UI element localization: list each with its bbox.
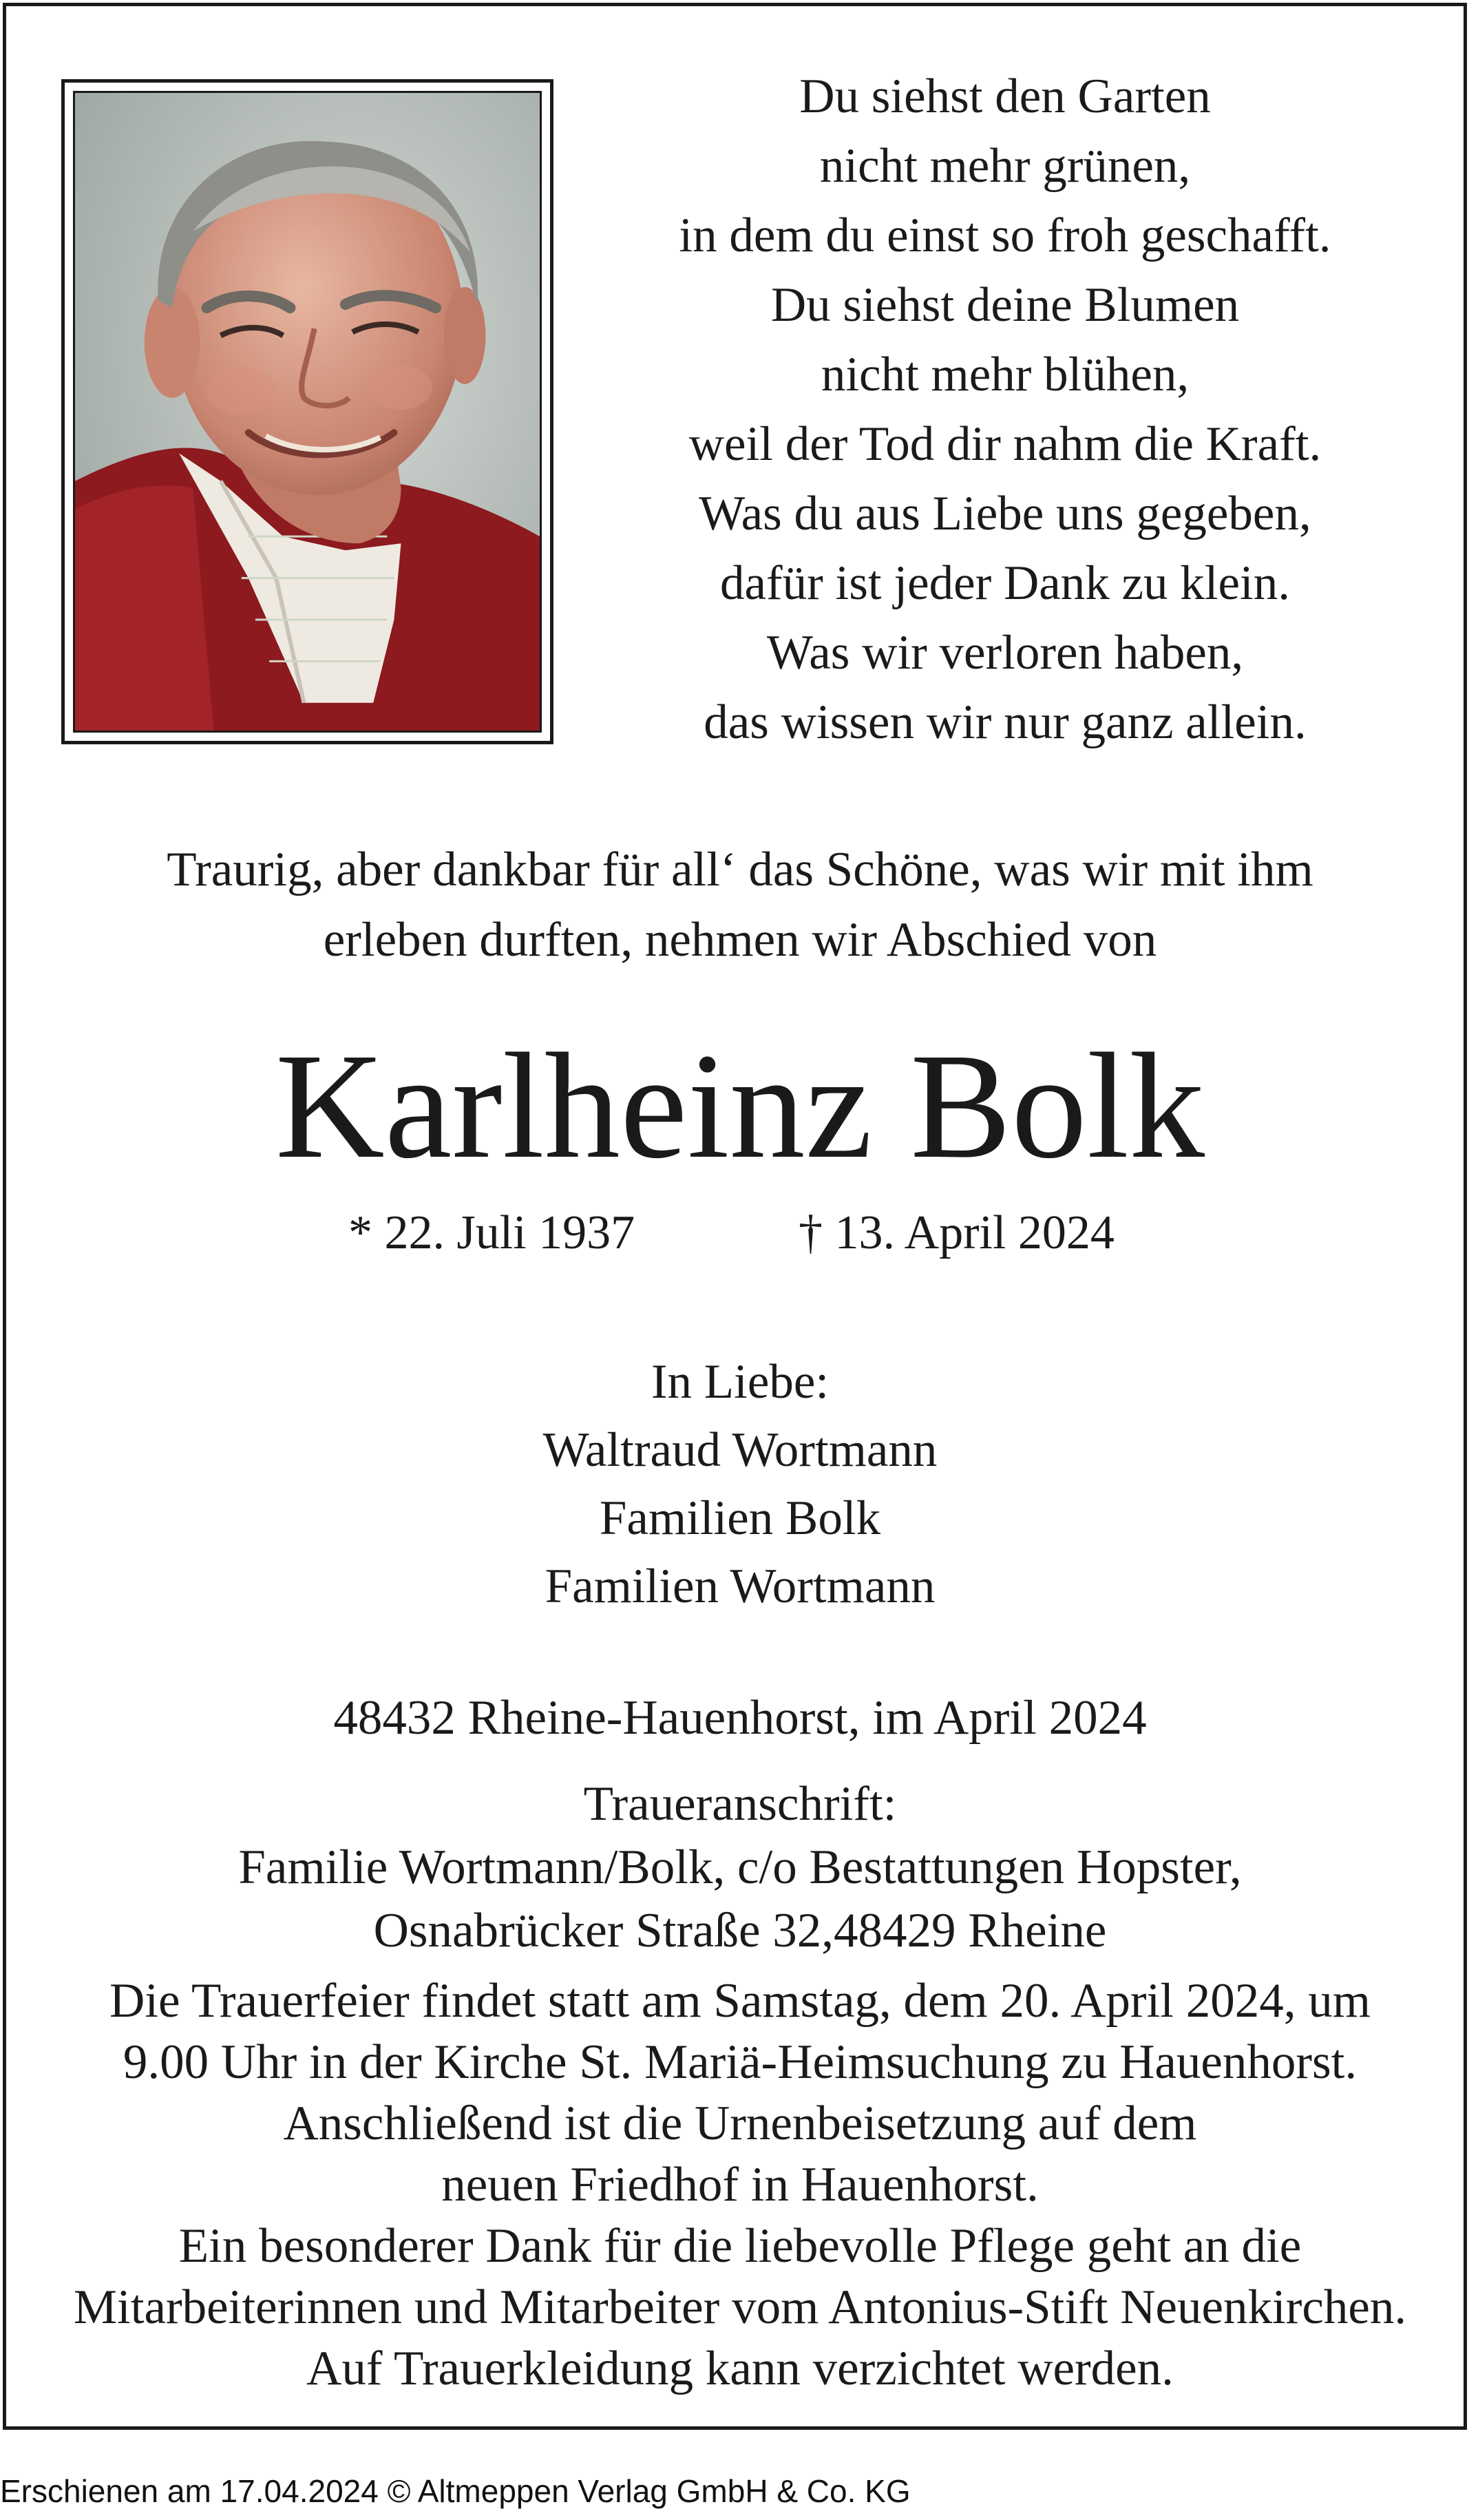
publication-footer: Erschienen am 17.04.2024 © Altmeppen Verlag GmbH & Co. KG — [0, 2473, 911, 2509]
portrait-frame — [61, 79, 553, 744]
death-date: † 13. April 2024 — [799, 1206, 1115, 1259]
ceremony-line: neuen Friedhof in Hauenhorst. — [441, 2158, 1039, 2212]
place-date — [28, 1687, 1453, 1749]
address-line: Osnabrücker Straße 32,48429 Rheine — [373, 1904, 1107, 1957]
birth-date: * 22. Juli 1937 — [348, 1206, 635, 1259]
mourners — [28, 1348, 1453, 1621]
poem-line: weil der Tod dir nahm die Kraft. — [688, 417, 1322, 471]
address-heading: Traueranschrift: — [583, 1777, 897, 1831]
poem — [606, 62, 1404, 757]
deceased-name: Karlheinz Bolk — [275, 1022, 1205, 1190]
poem-line: dafür ist jeder Dank zu klein. — [719, 556, 1291, 610]
mourning-address — [28, 1772, 1453, 1962]
intro-line: erleben durften, nehmen wir Abschied von — [323, 913, 1157, 967]
mourners-heading: In Liebe: — [651, 1355, 830, 1409]
ceremony-line: Anschließend ist die Urnenbeisetzung auf dem — [283, 2097, 1197, 2150]
ceremony-line: Mitarbeiterinnen und Mitarbeiter vom Antonius-Stift Neuenkirchen. — [73, 2280, 1407, 2334]
mourner-name: Familien Wortmann — [545, 1560, 936, 1613]
place-date-line: 48432 Rheine-Hauenhorst, im April 2024 — [333, 1691, 1147, 1745]
mourner-name: Familien Bolk — [599, 1491, 881, 1545]
poem-line: Was du aus Liebe uns gegeben, — [699, 487, 1311, 540]
poem-line: nicht mehr grünen, — [819, 139, 1191, 193]
poem-line: das wissen wir nur ganz allein. — [704, 695, 1307, 749]
ceremony-line: Auf Trauerkleidung kann verzichtet werden. — [306, 2342, 1174, 2395]
poem-line: Was wir verloren haben, — [766, 626, 1244, 680]
portrait-photo — [73, 91, 542, 733]
portrait-illustration — [75, 93, 540, 731]
intro-line: Traurig, aber dankbar für all‘ das Schöne, was wir mit ihm — [167, 843, 1313, 896]
address-line: Familie Wortmann/Bolk, c/o Bestattungen Hopster, — [238, 1840, 1242, 1894]
ceremony-line: Ein besonderer Dank für die liebevolle Pflege geht an die — [178, 2219, 1302, 2273]
ceremony-line: 9.00 Uhr in der Kirche St. Mariä-Heimsuchung zu Hauenhorst. — [123, 2035, 1358, 2089]
poem-line: Du siehst den Garten — [799, 70, 1211, 123]
ceremony-line: Die Trauerfeier findet statt am Samstag, dem 20. April 2024, um — [109, 1974, 1371, 2028]
poem-line: Du siehst deine Blumen — [770, 278, 1240, 332]
poem-line: in dem du einst so froh geschafft. — [679, 209, 1331, 262]
intro-text — [28, 834, 1453, 975]
poem-line: nicht mehr blühen, — [821, 348, 1190, 401]
ceremony-info — [28, 1971, 1453, 2400]
mourner-name: Waltraud Wortmann — [542, 1423, 938, 1477]
